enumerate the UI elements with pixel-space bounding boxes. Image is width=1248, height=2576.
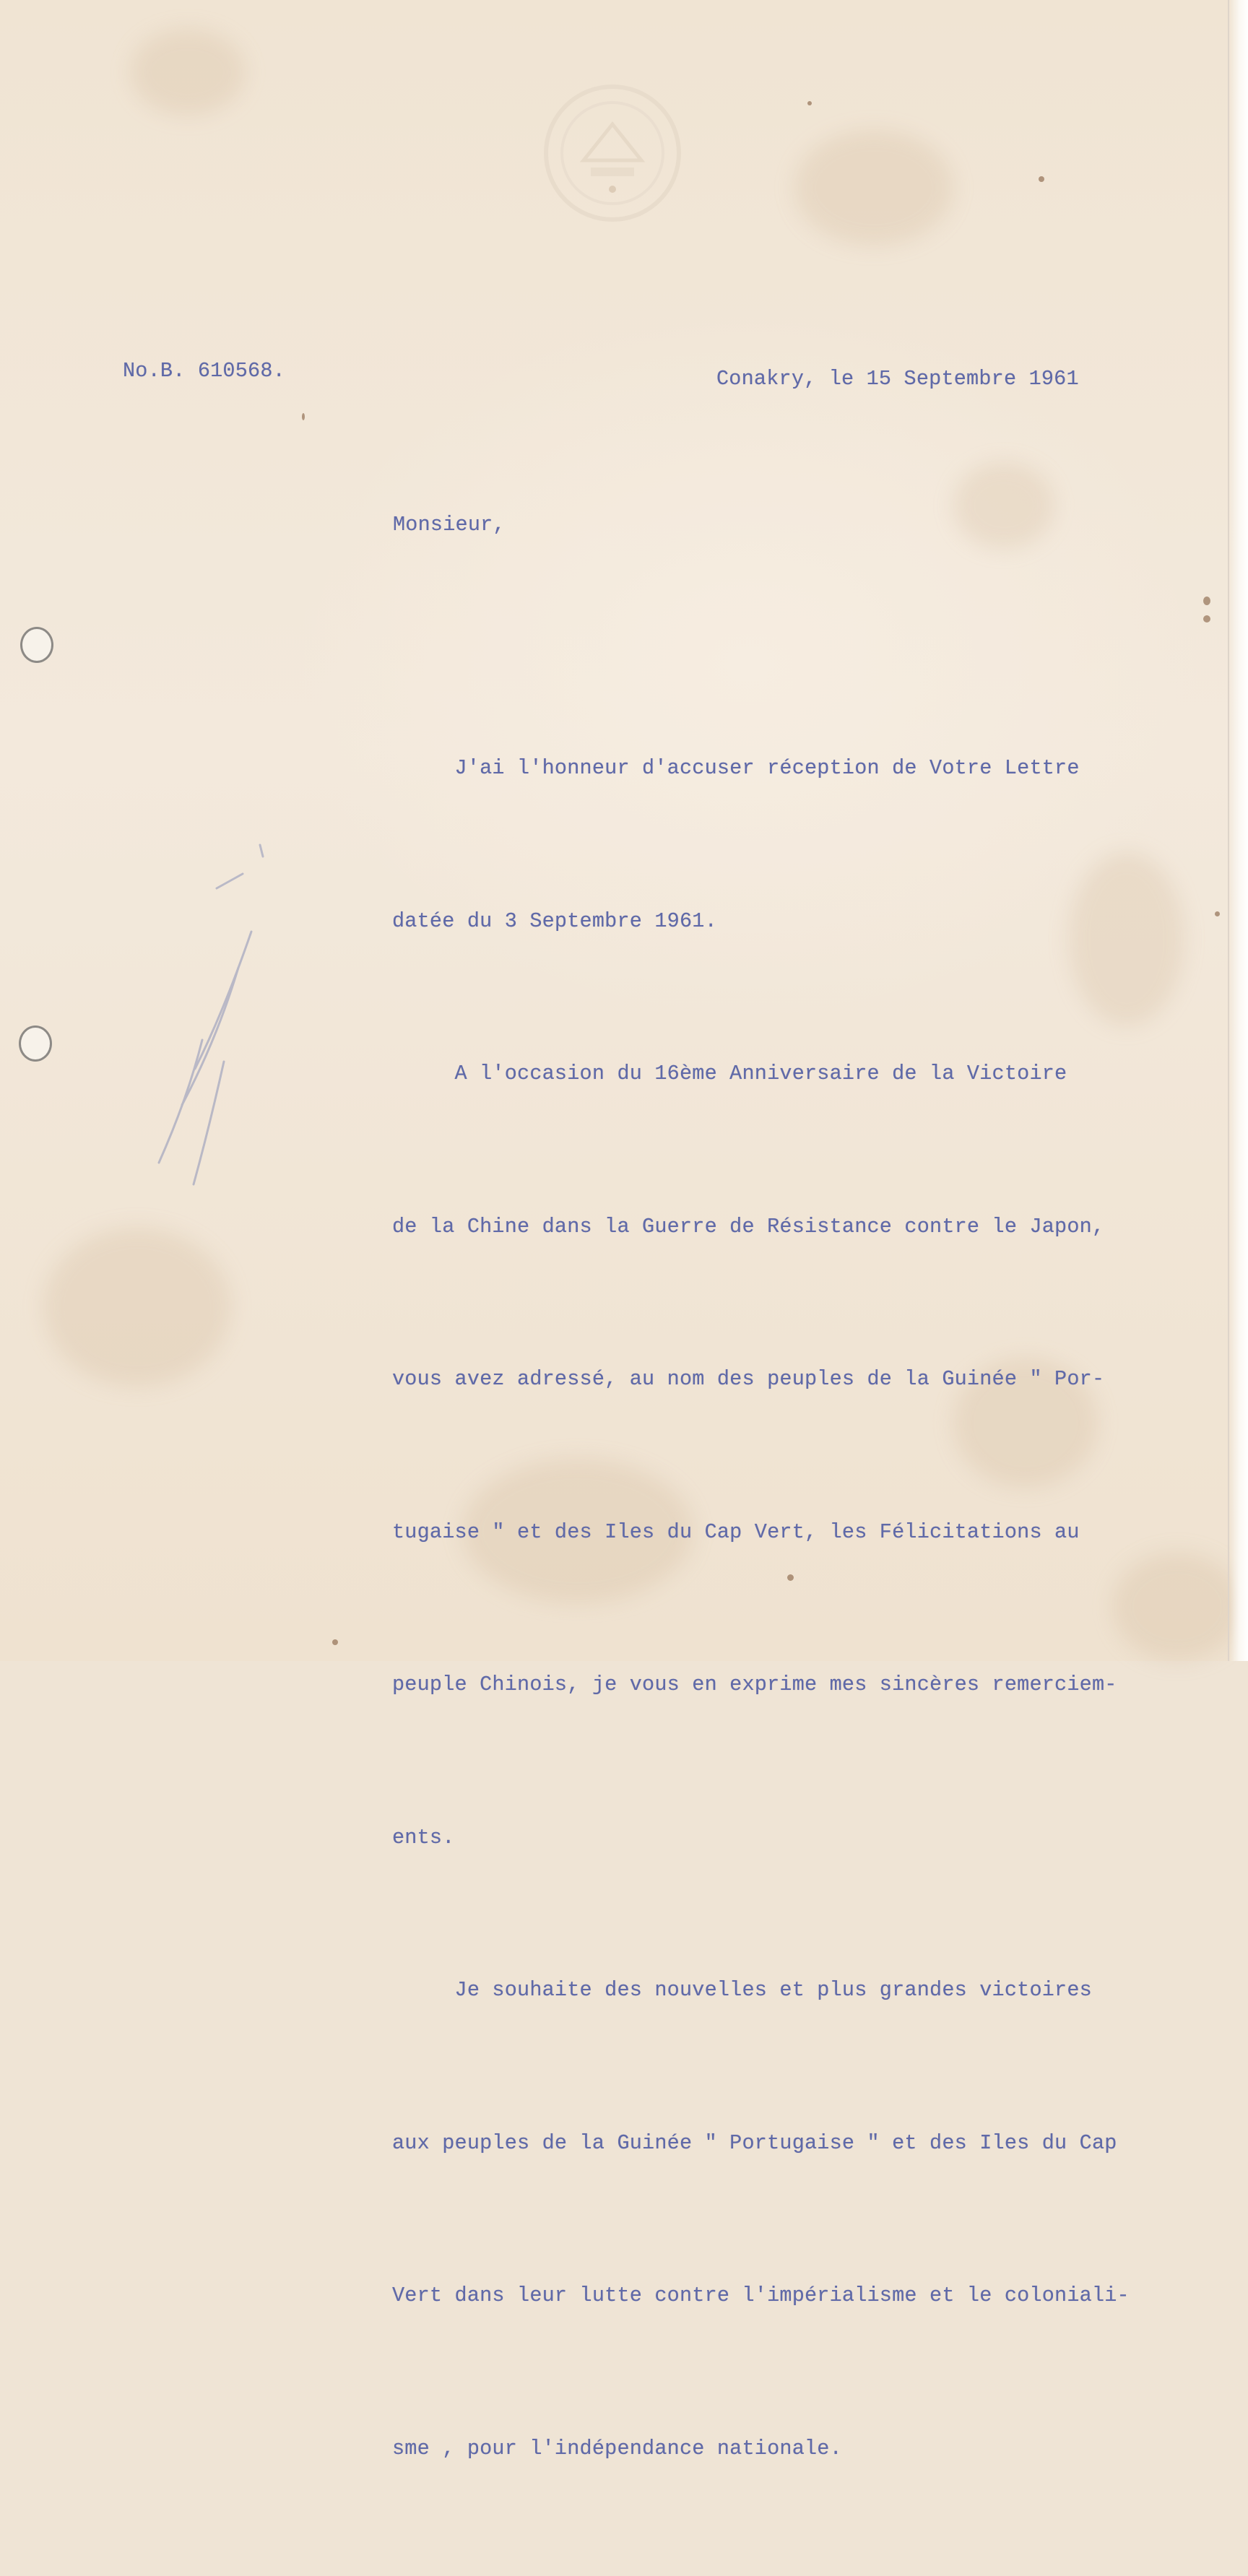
- paper-right-edge: [1228, 0, 1248, 1661]
- body-line: de la Chine dans la Guerre de Résistance contre le Japon,: [392, 1214, 1105, 1239]
- body-line: tugaise " et des Iles du Cap Vert, les Félicitations au: [392, 1519, 1080, 1544]
- paper-stain: [1112, 1553, 1242, 1661]
- body-line: vous avez adressé, au nom des peuples de la Guinée " Por-: [392, 1367, 1105, 1391]
- body-line: datée du 3 Septembre 1961.: [392, 908, 717, 933]
- paper-speck: [1203, 615, 1210, 623]
- body-line: sme , pour l'indépendance nationale.: [392, 2436, 842, 2460]
- pencil-margin-marks: [116, 823, 274, 1199]
- paper-speck: [332, 1639, 338, 1645]
- body-line: J'ai l'honneur d'accuser réception de Votre Lettre: [392, 756, 1080, 780]
- paper-stain: [43, 1228, 231, 1387]
- paper-stain: [130, 29, 246, 116]
- paper-speck: [1215, 911, 1220, 916]
- body-line: A l'occasion du 16ème Anniversaire de la Victoire: [392, 1062, 1067, 1085]
- punch-hole: [19, 1025, 52, 1062]
- body-line: Je souhaite des nouvelles et plus grandes victoires: [392, 1978, 1092, 2002]
- paper-speck: [302, 413, 305, 420]
- salutation: Monsieur,: [393, 513, 506, 537]
- paper-speck: [807, 101, 812, 105]
- letter-body: [392, 641, 1130, 2576]
- body-line: Vert dans leur lutte contre l'impérialisme et le coloniali-: [392, 2284, 1130, 2307]
- body-line: peuple Chinois, je vous en exprime mes sincères remerciem-: [392, 1673, 1117, 1696]
- dateline: Conakry, le 15 Septembre 1961: [716, 367, 1079, 391]
- body-line: aux peuples de la Guinée " Portugaise " et des Iles du Cap: [392, 2130, 1117, 2155]
- paper-speck: [1203, 597, 1210, 605]
- reference-number: No.B. 610568.: [123, 359, 285, 383]
- paper-stain: [794, 130, 953, 246]
- body-line: ents.: [392, 1825, 455, 1849]
- punch-hole: [20, 627, 53, 663]
- embossed-seal-icon: [540, 81, 685, 225]
- paper-stain: [953, 462, 1054, 549]
- paper-speck: [1039, 176, 1044, 182]
